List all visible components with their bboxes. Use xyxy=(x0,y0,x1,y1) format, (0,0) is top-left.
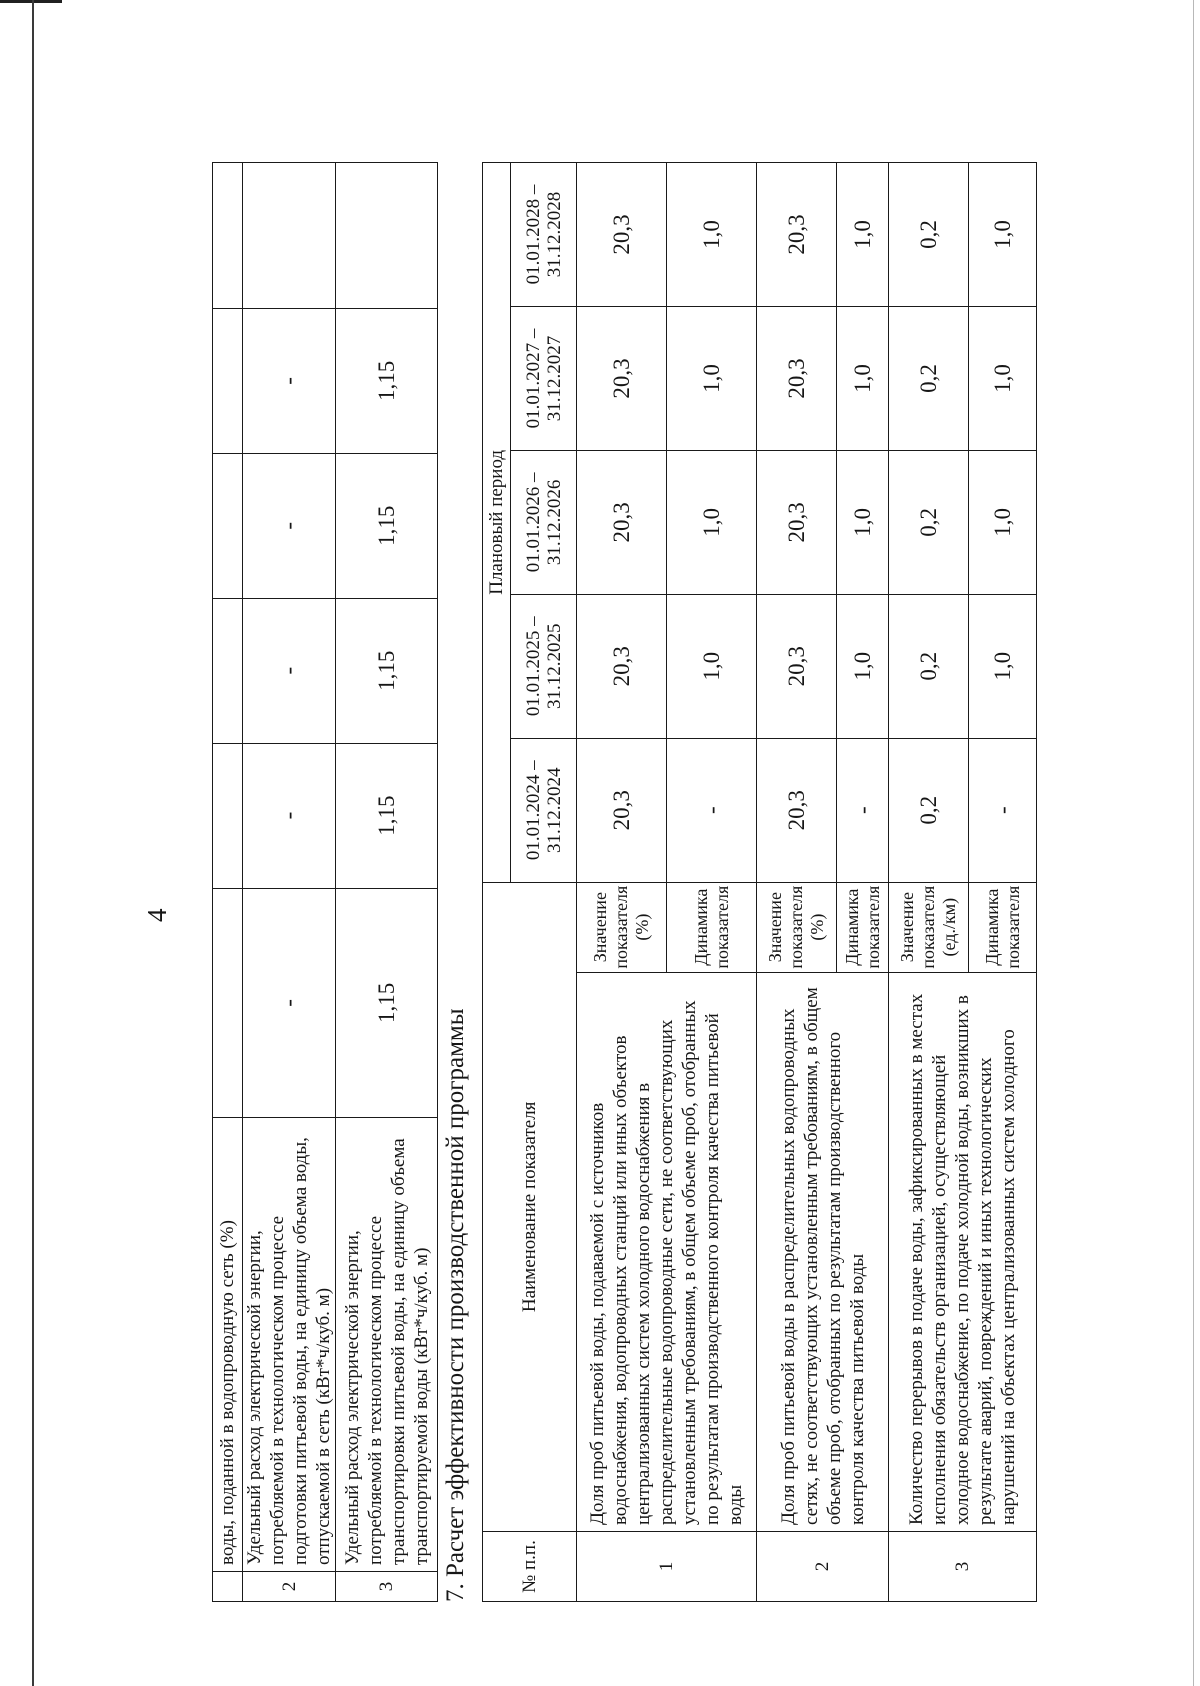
header-plan-period: Плановый период xyxy=(483,163,511,883)
sub-label: Значение показателя (ед./км) xyxy=(889,882,969,972)
period-header: 01.01.2026 – 31.12.2026 xyxy=(511,450,577,594)
cell-value: 1,0 xyxy=(667,306,757,450)
cell-value: 1,15 xyxy=(336,888,438,1118)
cell-value: 20,3 xyxy=(757,163,837,307)
table-row xyxy=(889,163,969,1602)
cell-value: 1,0 xyxy=(837,450,889,594)
sub-label: Динамика показателя xyxy=(969,882,1037,972)
indicator-name: Удельный расход электрической энергии, потребляемой в технологическом процессе транспортировки питьевой воды, на единицу объема транспортируемой воды (кВт*ч/куб. м) xyxy=(336,1118,438,1572)
table1-continuation-row xyxy=(213,163,243,1602)
section-title: 7. Расчет эффективности производственной программы xyxy=(442,1008,469,1602)
energy-indicators-table xyxy=(212,162,438,1602)
cell-value: - xyxy=(837,738,889,882)
rotated-page xyxy=(12,82,1142,1642)
header-number: № п.п. xyxy=(483,1532,577,1602)
page-number: 4 xyxy=(142,908,172,922)
cell-value: 20,3 xyxy=(757,738,837,882)
table-row xyxy=(336,163,438,1602)
cell-value: 0,2 xyxy=(889,738,969,882)
row-number: 3 xyxy=(889,1532,1037,1602)
cell-value: 1,0 xyxy=(667,594,757,738)
cell-value: 20,3 xyxy=(577,738,667,882)
cell-value: - xyxy=(969,738,1037,882)
cell-value: 1,0 xyxy=(837,306,889,450)
table-row xyxy=(577,163,667,1602)
cell-value: 1,15 xyxy=(336,453,438,598)
scan-frame-right xyxy=(1193,0,1194,1686)
scan-frame-top xyxy=(0,0,62,3)
row-number: 2 xyxy=(243,1572,336,1602)
cell-value: 0,2 xyxy=(889,450,969,594)
cell-value: 20,3 xyxy=(577,306,667,450)
cell-value: 1,0 xyxy=(969,450,1037,594)
row-number: 1 xyxy=(577,1532,757,1602)
row-number: 2 xyxy=(757,1532,889,1602)
cell-value: 20,3 xyxy=(577,450,667,594)
cell-value: 20,3 xyxy=(757,306,837,450)
cell-value: 1,0 xyxy=(837,594,889,738)
cell-value: 20,3 xyxy=(757,450,837,594)
cell-value: - xyxy=(243,888,336,1118)
cell-value: 1,15 xyxy=(336,308,438,453)
row-number: 3 xyxy=(336,1572,438,1602)
sub-label: Значение показателя (%) xyxy=(577,882,667,972)
cell-value: 20,3 xyxy=(757,594,837,738)
period-header: 01.01.2028 – 31.12.2028 xyxy=(511,163,577,307)
table-row xyxy=(757,163,837,1602)
cell-value: 1,15 xyxy=(336,598,438,743)
table-row xyxy=(243,163,336,1602)
sub-label: Значение показателя (%) xyxy=(757,882,837,972)
sub-label: Динамика показателя xyxy=(837,882,889,972)
indicator-name: Количество перерывов в подаче воды, зафиксированных в местах исполнения обязательств организацией, осуществляющей холодное водоснабжение, по подаче холодной воды, возникших в результате аварий, повреждений и иных технологических нарушений на объектах централизованных систем холодного xyxy=(889,972,1037,1531)
cell-value: - xyxy=(243,743,336,888)
cell-value: 1,0 xyxy=(837,163,889,307)
cell-value: 1,15 xyxy=(336,743,438,888)
cell-value: 0,2 xyxy=(889,594,969,738)
cell-value: 1,0 xyxy=(667,163,757,307)
cell-value: 1,0 xyxy=(969,594,1037,738)
cell-value: 20,3 xyxy=(577,163,667,307)
cell-value: - xyxy=(243,598,336,743)
indicator-name: Удельный расход электрической энергии, потребляемой в технологическом процессе подготовки питьевой воды, на единицу объема воды, отпускаемой в сеть (кВт*ч/куб. м) xyxy=(243,1118,336,1572)
cell-value: - xyxy=(667,738,757,882)
cell-value: 0,2 xyxy=(889,163,969,307)
cell-value: - xyxy=(243,308,336,453)
period-header: 01.01.2024 – 31.12.2024 xyxy=(511,738,577,882)
period-header: 01.01.2025 – 31.12.2025 xyxy=(511,594,577,738)
cell-value: 0,2 xyxy=(889,306,969,450)
cell-value: - xyxy=(243,453,336,598)
period-header: 01.01.2027 – 31.12.2027 xyxy=(511,306,577,450)
sub-label: Динамика показателя xyxy=(667,882,757,972)
indicator-name: Доля проб питьевой воды, подаваемой с источников водоснабжения, водопроводных станций или иных объектов централизованных систем холодного водоснабжения в распределительные водопроводные сети, не соответствующих установленным требованиям, в общем объеме проб, отобранных по результатам производственного контроля качества питьевой воды xyxy=(577,972,757,1531)
table1-continuation-text: воды, поданной в водопроводную сеть (%) xyxy=(213,1118,243,1572)
cell-value: 20,3 xyxy=(577,594,667,738)
cell-value: 1,0 xyxy=(969,306,1037,450)
efficiency-table xyxy=(482,162,1037,1602)
indicator-name: Доля проб питьевой воды в распределительных водопроводных сетях, не соответствующих установленным требованиям, в общем объеме проб, отобранных по результатам производственного контроля качества питьевой воды xyxy=(757,972,889,1531)
header-indicator-name: Наименование показателя xyxy=(483,882,577,1531)
header-row xyxy=(483,163,511,1602)
cell-value: 1,0 xyxy=(969,163,1037,307)
cell-value: 1,0 xyxy=(667,450,757,594)
